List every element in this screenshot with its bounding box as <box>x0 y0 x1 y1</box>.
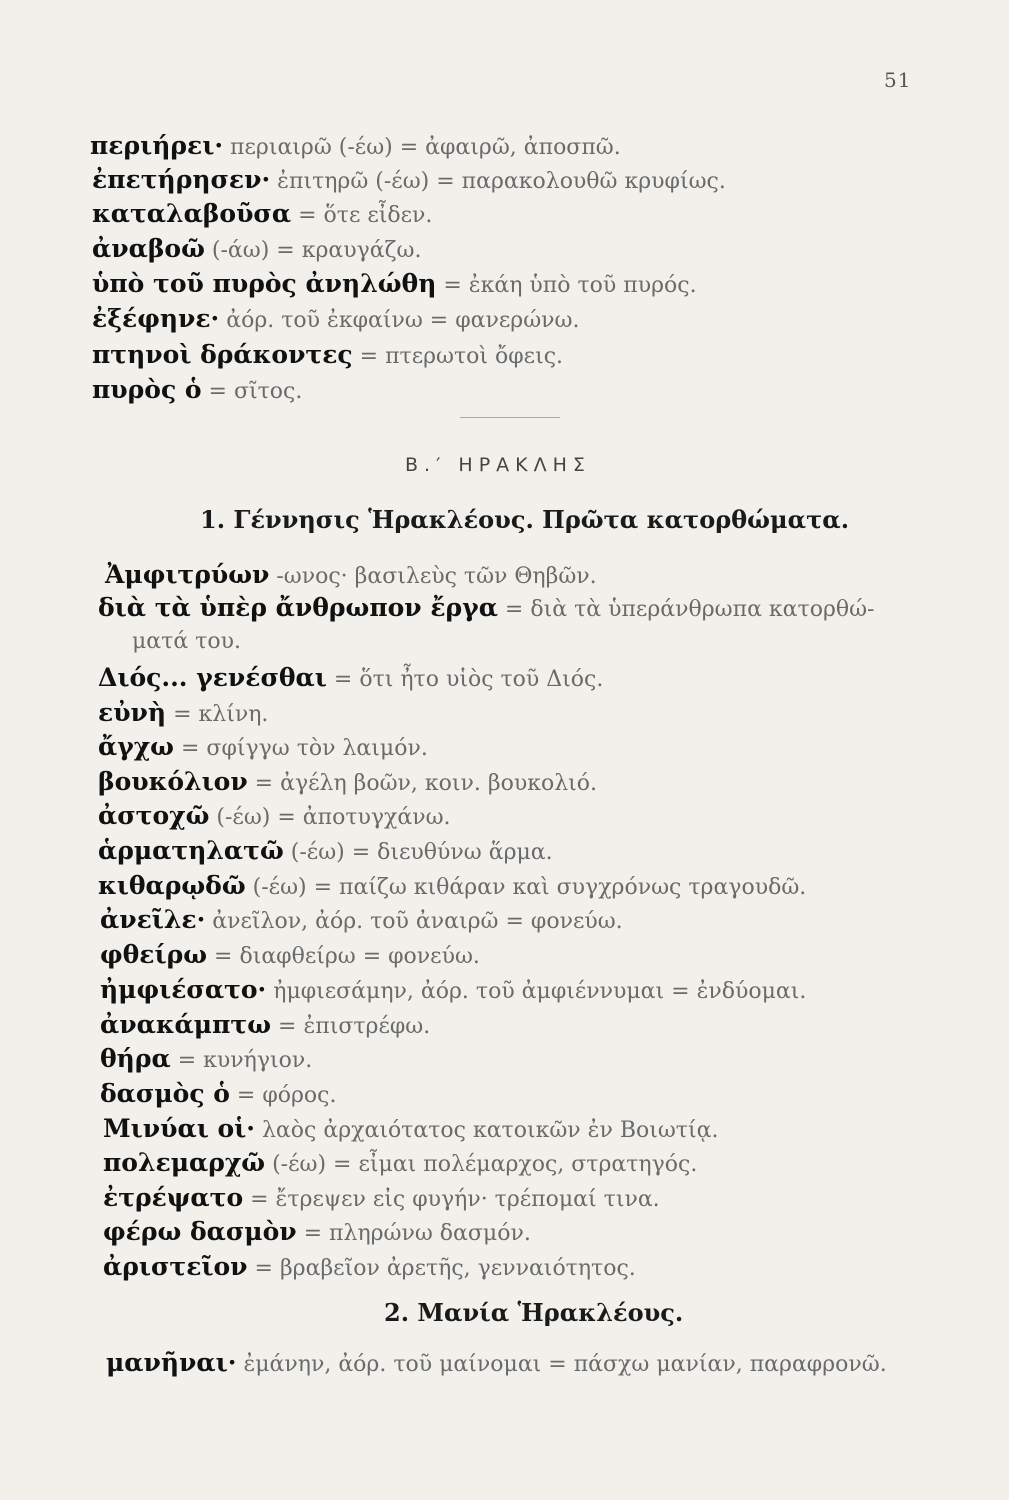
glossary-term: πτηνοὶ δράκοντες <box>92 340 353 369</box>
glossary-entry <box>92 234 422 266</box>
glossary-definition: (-άω) = κραυγάζω. <box>204 238 422 263</box>
glossary-definition: ἐμάνην, ἀόρ. τοῦ μαίνομαι = πάσχω μανίαν, παραφρονῶ. <box>236 1352 887 1377</box>
glossary-term: πολεμαρχῶ <box>103 1148 266 1177</box>
glossary-entry <box>105 560 597 592</box>
glossary-entry <box>92 269 697 301</box>
glossary-entry <box>92 340 563 372</box>
glossary-entry <box>92 165 726 197</box>
glossary-entry <box>103 1252 636 1284</box>
glossary-definition: = πτερωτοὶ ὄφεις. <box>352 344 564 369</box>
section-divider <box>460 417 560 418</box>
glossary-entry <box>103 1217 531 1249</box>
glossary-entry <box>92 304 579 336</box>
glossary-entry <box>103 1148 697 1180</box>
glossary-term: διὰ τὰ ὑπὲρ ἄνθρωπον ἔργα <box>98 593 498 622</box>
glossary-term: ἐξέφηνε· <box>92 304 220 333</box>
glossary-entry <box>98 663 603 695</box>
glossary-definition: = φόρος. <box>229 1083 337 1108</box>
chapter-title: 2. Μανία Ἡρακλέους. <box>384 1298 684 1327</box>
glossary-term: κιθαρῳδῶ <box>98 871 246 900</box>
glossary-term: ἐπετήρησεν· <box>92 165 271 194</box>
glossary-definition: = βραβεῖον ἀρετῆς, γενναιότητος. <box>247 1256 636 1281</box>
glossary-definition: περιαιρῶ (-έω) = ἀφαιρῶ, ἀποσπῶ. <box>223 135 621 160</box>
glossary-definition: = ὅτι ἦτο υἱὸς τοῦ Διός. <box>326 667 604 692</box>
glossary-term: περιήρει· <box>90 131 224 160</box>
glossary-term: μανῆναι· <box>106 1348 237 1377</box>
glossary-term: Διός... γενέσθαι <box>98 663 327 692</box>
glossary-definition: = διὰ τὰ ὑπεράνθρωπα κατορθώ- <box>497 597 875 622</box>
glossary-entry <box>100 1044 312 1076</box>
section-heading: Β.′ ΗΡΑΚΛΗΣ <box>405 454 591 476</box>
chapter-title: 1. Γέννησις Ἡρακλέους. Πρῶτα κατορθώματα. <box>200 505 850 534</box>
glossary-definition: ἀνεῖλον, ἀόρ. τοῦ ἀναιρῶ = φονεύω. <box>205 909 623 934</box>
glossary-definition: ἠμφιεσάμην, ἀόρ. τοῦ ἀμφιέννυμαι = ἐνδύομαι. <box>266 979 807 1004</box>
glossary-entry <box>98 732 428 764</box>
glossary-term: δασμὸς ὁ <box>100 1079 230 1108</box>
glossary-term: θήρα <box>100 1044 171 1073</box>
glossary-definition: -ωνος· βασιλεὺς τῶν Θηβῶν. <box>269 564 597 589</box>
glossary-entry <box>100 1079 336 1111</box>
glossary-term: πυρὸς ὁ <box>92 375 202 404</box>
glossary-term: ἀνεῖλε· <box>100 905 206 934</box>
glossary-term: ἄγχω <box>98 732 174 761</box>
glossary-term: Ἀμφιτρύων <box>105 560 270 589</box>
glossary-definition: (-έω) = παίζω κιθάραν καὶ συγχρόνως τραγουδῶ. <box>245 875 807 900</box>
glossary-definition: = ἐκάη ὑπὸ τοῦ πυρός. <box>436 273 697 298</box>
glossary-term: ἁρματηλατῶ <box>98 836 284 865</box>
glossary-term: Μινύαι οἱ· <box>103 1114 255 1143</box>
glossary-definition: λαὸς ἀρχαιότατος κατοικῶν ἐν Βοιωτίᾳ. <box>254 1118 719 1143</box>
glossary-entry <box>100 905 623 937</box>
glossary-term: εὐνὴ <box>98 698 167 727</box>
glossary-term: βουκόλιον <box>98 767 248 796</box>
glossary-definition: = κυνήγιον. <box>170 1048 313 1073</box>
glossary-definition: = διαφθείρω = φονεύω. <box>207 944 480 969</box>
glossary-term: ἐτρέψατο <box>103 1183 244 1212</box>
glossary-entry <box>98 593 875 625</box>
glossary-entry <box>98 767 597 799</box>
glossary-definition: (-έω) = ἀποτυγχάνω. <box>209 805 451 830</box>
glossary-definition: = σφίγγω τὸν λαιμόν. <box>174 736 428 761</box>
glossary-term: φέρω δασμὸν <box>103 1217 297 1246</box>
glossary-entry <box>98 836 553 868</box>
glossary-definition: = ἀγέλη βοῶν, κοιν. βουκολιό. <box>247 771 598 796</box>
glossary-term: ἀναβοῶ <box>92 234 205 263</box>
page-number: 51 <box>884 68 912 92</box>
glossary-term: ἠμφιέσατο· <box>100 975 267 1004</box>
glossary-definition: ἀόρ. τοῦ ἐκφαίνω = φανερώνω. <box>219 308 580 333</box>
glossary-entry <box>98 871 806 903</box>
glossary-entry <box>92 199 432 231</box>
glossary-entry <box>90 131 621 163</box>
glossary-entry <box>92 375 302 407</box>
glossary-definition: = ὅτε εἶδεν. <box>291 203 433 228</box>
glossary-continuation: ματά του. <box>132 629 241 654</box>
glossary-entry <box>100 975 806 1007</box>
glossary-entry <box>100 940 480 972</box>
glossary-term: καταλαβοῦσα <box>92 199 292 228</box>
glossary-term: ἀνακάμπτω <box>100 1010 272 1039</box>
glossary-definition: (-έω) = εἶμαι πολέμαρχος, στρατηγός. <box>265 1152 698 1177</box>
glossary-term: ἀστοχῶ <box>98 801 210 830</box>
glossary-entry <box>106 1348 887 1380</box>
glossary-definition: = σῖτος. <box>201 379 303 404</box>
glossary-term: ἀριστεῖον <box>103 1252 248 1281</box>
glossary-term: φθείρω <box>100 940 208 969</box>
glossary-entry <box>100 1010 430 1042</box>
glossary-definition: = κλίνη. <box>166 702 269 727</box>
glossary-definition: = ἔτρεψεν εἰς φυγήν· τρέπομαί τινα. <box>243 1187 660 1212</box>
glossary-definition: = ἐπιστρέφω. <box>271 1014 431 1039</box>
glossary-definition: (-έω) = διευθύνω ἅρμα. <box>283 840 553 865</box>
glossary-entry <box>98 698 268 730</box>
glossary-entry <box>103 1114 718 1146</box>
glossary-entry <box>103 1183 660 1215</box>
glossary-term: ὑπὸ τοῦ πυρὸς ἀνηλώθη <box>92 269 437 298</box>
glossary-definition: = πληρώνω δασμόν. <box>296 1221 531 1246</box>
glossary-definition: ἐπιτηρῶ (-έω) = παρακολουθῶ κρυφίως. <box>270 169 726 194</box>
glossary-entry <box>98 801 451 833</box>
